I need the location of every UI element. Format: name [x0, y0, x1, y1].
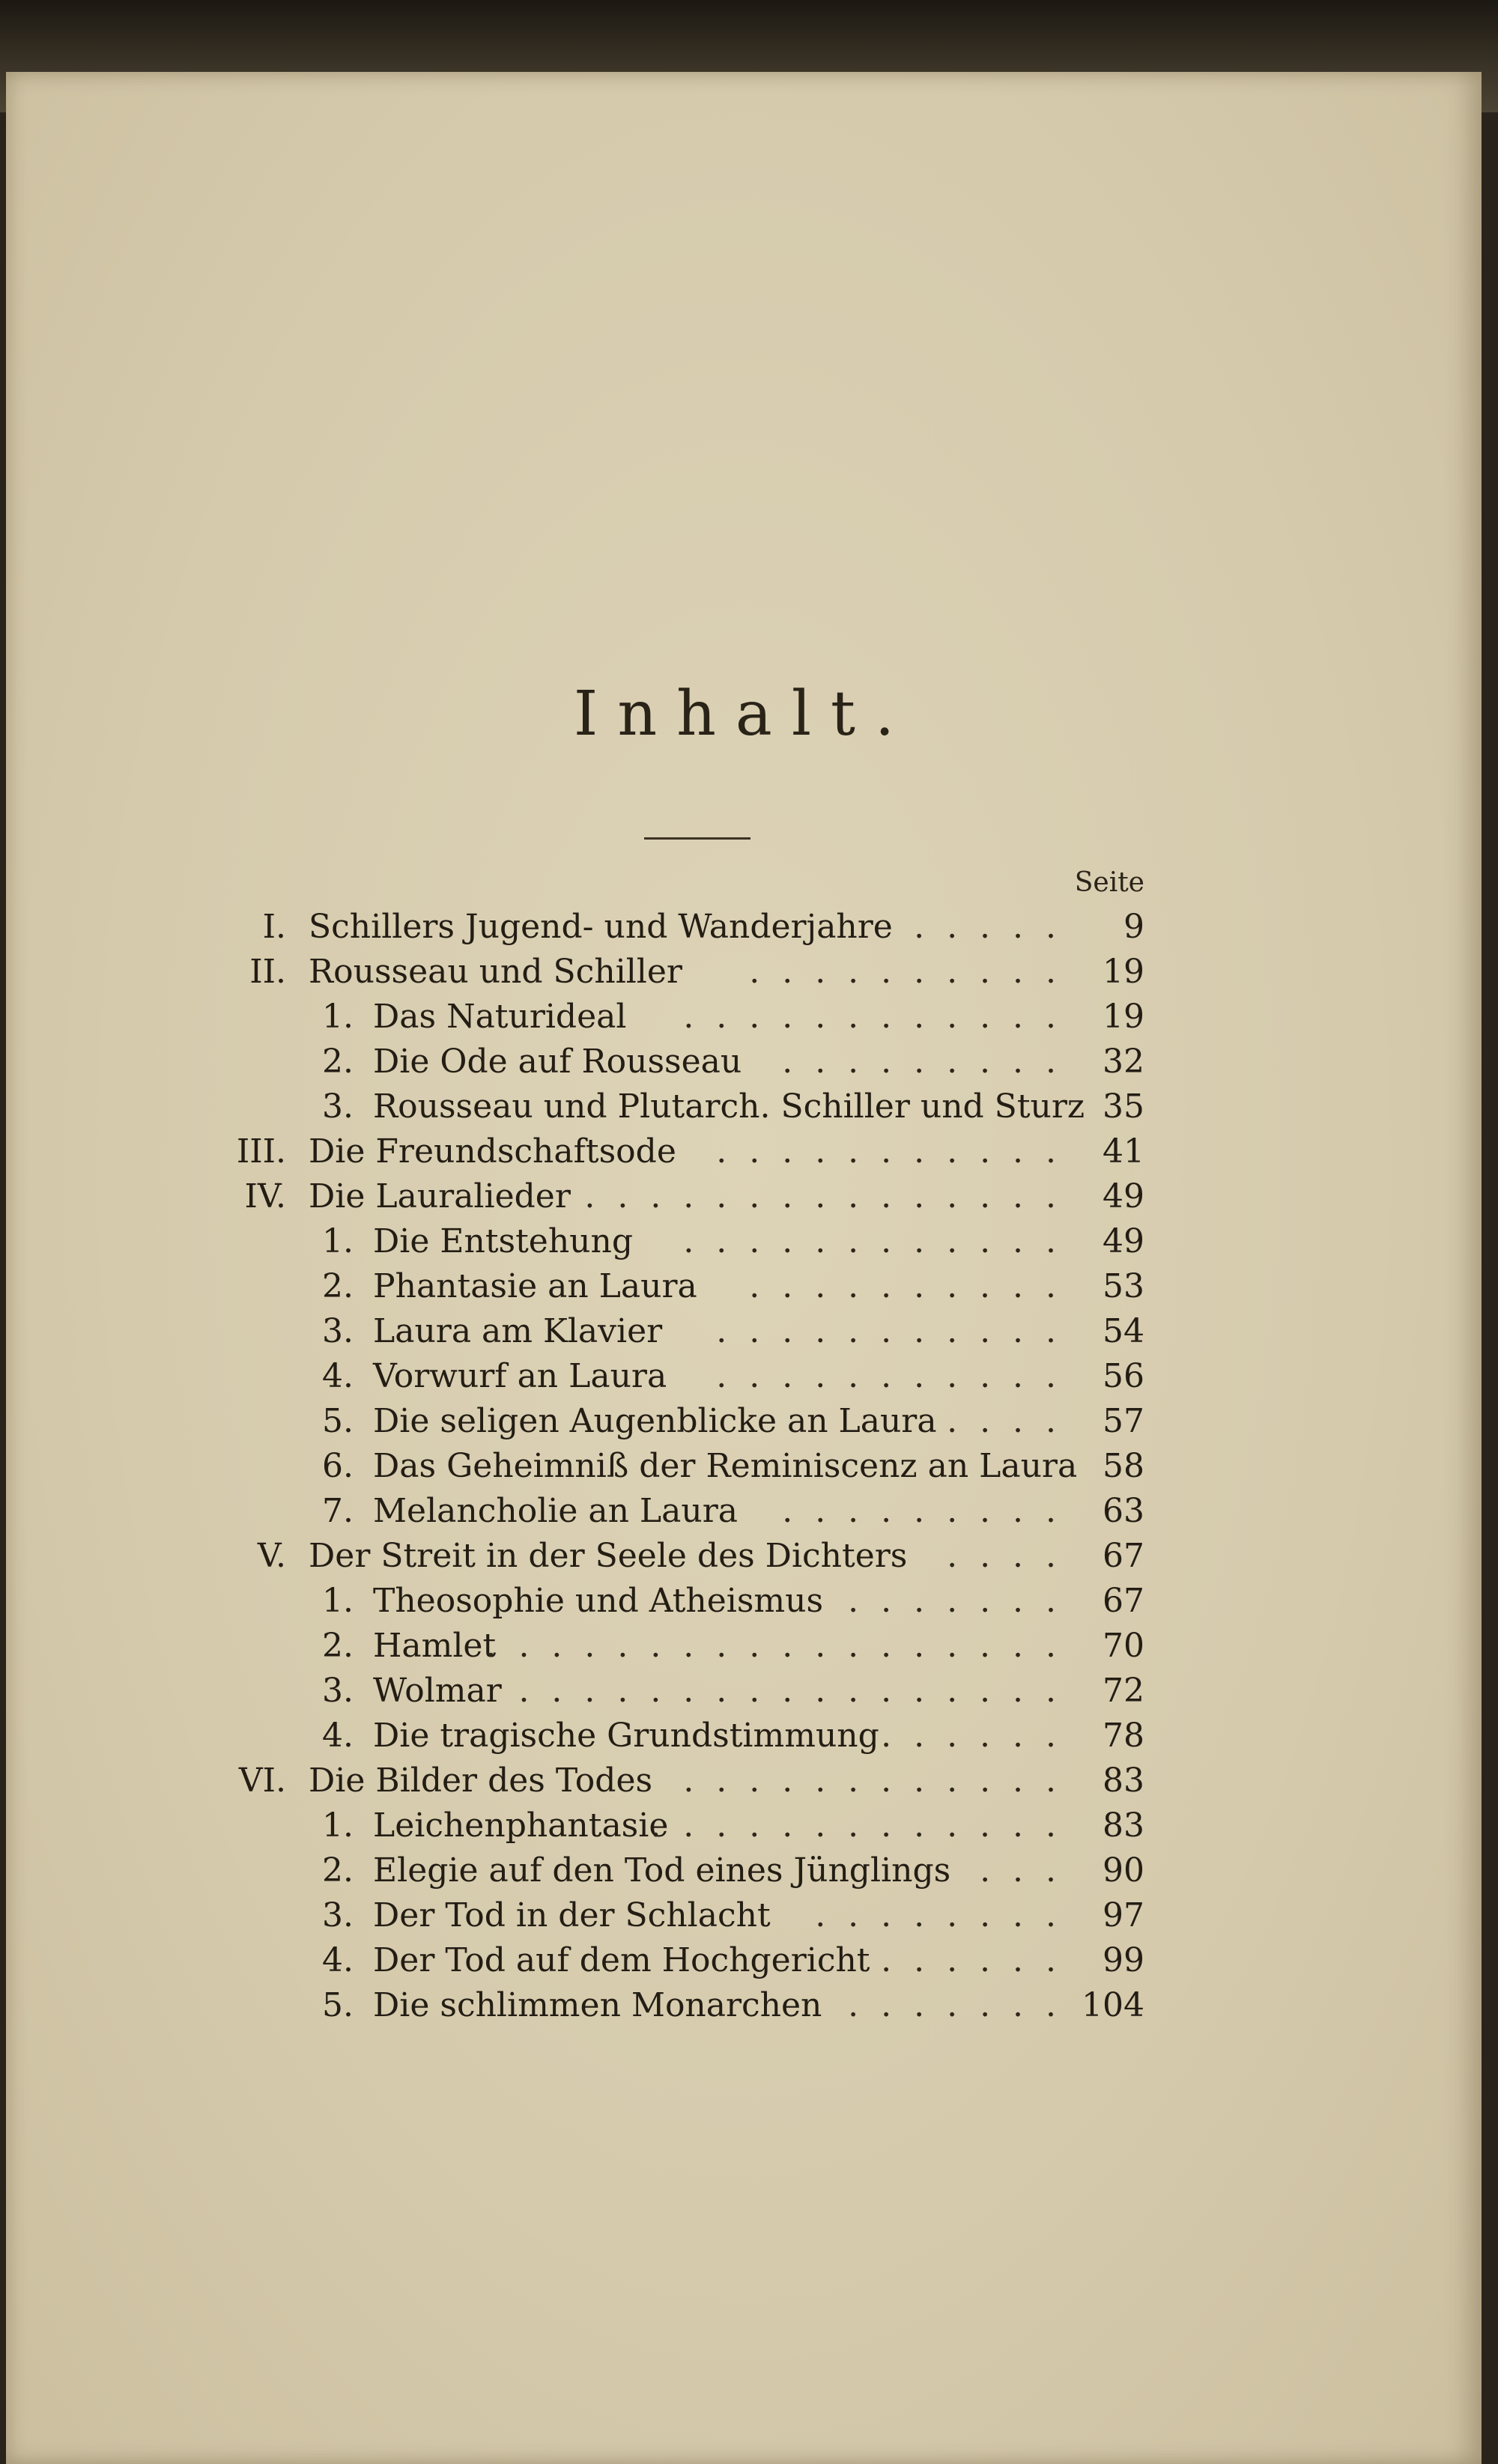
toc-page-number: 99 [1103, 1941, 1144, 1979]
toc-page-number: 57 [1103, 1402, 1144, 1440]
toc-leader-dots: . . . . . . . . . . . [716, 1357, 1062, 1395]
toc-leader-dots: . . . . . . . . . [782, 1043, 1062, 1081]
toc-page-number: 83 [1103, 1761, 1144, 1800]
toc-entry-number: 3. [322, 1087, 354, 1126]
book-page [6, 72, 1482, 2464]
toc-entry-title: Der Tod in der Schlacht [373, 1896, 771, 1935]
toc-leader-dots: . . . . . . . . . . . . [683, 998, 1062, 1036]
toc-entry [6, 1848, 1482, 1893]
toc-page-number: 41 [1103, 1132, 1144, 1171]
toc-entry [6, 1399, 1482, 1444]
toc-entry [6, 905, 1482, 950]
toc-entry-title: Hamlet [373, 1627, 497, 1665]
toc-entry-number: VI. [238, 1761, 286, 1800]
toc-entry-number: IV. [244, 1177, 286, 1216]
toc-page-number: 54 [1103, 1312, 1144, 1350]
toc-entry [6, 1893, 1482, 1938]
toc-entry-title: Laura am Klavier [373, 1312, 663, 1350]
toc-leader-dots: . . . . . . . . . . [749, 953, 1062, 991]
toc-entry [6, 1219, 1482, 1264]
toc-entry-number: II. [249, 953, 286, 991]
toc-entry-number: 3. [322, 1312, 354, 1350]
toc-entry [6, 1983, 1482, 2028]
toc-entry [6, 1444, 1482, 1489]
toc-entry-number: V. [257, 1537, 286, 1575]
toc-leader-dots: . . . . . . . . . . . . . . . . . . [485, 1627, 1062, 1665]
toc-entry-title: Die Lauralieder [309, 1177, 571, 1216]
toc-entry-title: Die schlimmen Monarchen [373, 1986, 822, 2024]
toc-entry-title: Das Naturideal [373, 998, 627, 1036]
toc-leader-dots: . . . . . . . . . . . . . . . [584, 1177, 1062, 1216]
toc-entry [6, 1264, 1482, 1309]
toc-page-number: 58 [1103, 1447, 1144, 1485]
toc-leader-dots: . . . . . . [881, 1941, 1062, 1979]
toc-leader-dots: . . . . . . . . . . [749, 1267, 1062, 1305]
toc-entry-title: Die tragische Grundstimmung [373, 1717, 879, 1755]
toc-entry-title: Wolmar [373, 1672, 502, 1710]
toc-entry-number: 7. [322, 1492, 354, 1530]
toc-page-number: 49 [1103, 1222, 1144, 1260]
toc-page-number: 83 [1103, 1806, 1144, 1845]
toc-leader-dots: . . . . . . . . . [782, 1492, 1062, 1530]
toc-entry [6, 1759, 1482, 1803]
toc-page-number: 35 [1103, 1087, 1144, 1126]
toc-entry-number: I. [262, 908, 286, 946]
toc-page-number: 72 [1103, 1672, 1144, 1710]
toc-leader-dots: . . . . . [914, 908, 1062, 946]
toc-page-number: 32 [1103, 1043, 1144, 1081]
toc-entry [6, 1040, 1482, 1084]
toc-entry-number: 2. [322, 1627, 354, 1665]
toc-entry-number: 1. [322, 1806, 354, 1845]
toc-leader-dots: . . . . . . . [848, 1582, 1062, 1620]
toc-leader-dots: . . . . . . . [848, 1986, 1062, 2024]
toc-entry-number: 3. [322, 1672, 354, 1710]
toc-page-number: 19 [1103, 998, 1144, 1036]
toc-leader-dots: . . . . . . . . . . . . . [650, 1806, 1062, 1845]
toc-entry-title: Leichenphantasie [373, 1806, 669, 1845]
toc-entry-number: 4. [322, 1717, 354, 1755]
toc-entry-title: Die Entstehung [373, 1222, 633, 1260]
toc-entry-number: 5. [322, 1986, 354, 2024]
toc-leader-dots: . . . . . . [881, 1717, 1062, 1755]
toc-page-number: 53 [1103, 1267, 1144, 1305]
toc-entry [6, 1309, 1482, 1354]
toc-page-number: 19 [1103, 953, 1144, 991]
title-rule [644, 837, 750, 840]
toc-page-number: 9 [1124, 908, 1144, 946]
toc-entry-title: Theosophie und Atheismus [373, 1582, 824, 1620]
toc-entry-title: Die Bilder des Todes [309, 1761, 653, 1800]
toc-entry [6, 1354, 1482, 1399]
toc-leader-dots: . . . . . . . . . . . . [683, 1761, 1062, 1800]
toc-entry-number: 3. [322, 1896, 354, 1935]
toc-entry-number: 4. [322, 1941, 354, 1979]
toc-page-number: 70 [1103, 1627, 1144, 1665]
toc-entry-number: 2. [322, 1267, 354, 1305]
toc-entry [6, 950, 1482, 995]
toc-entry-number: III. [236, 1132, 286, 1171]
toc-page-number: 97 [1103, 1896, 1144, 1935]
toc-entry-title: Rousseau und Plutarch. Schiller und Sturz [373, 1087, 1085, 1126]
toc-entry-number: 4. [322, 1357, 354, 1395]
toc-entry-number: 1. [322, 1222, 354, 1260]
toc-leader-dots: . . . . . . . . . . . [716, 1312, 1062, 1350]
toc-entry [6, 1714, 1482, 1759]
toc-entry-number: 2. [322, 1851, 354, 1890]
toc-entry-title: Melancholie an Laura [373, 1492, 738, 1530]
toc-entry [6, 1129, 1482, 1174]
toc-entry [6, 1938, 1482, 1983]
toc-entry-number: 5. [322, 1402, 354, 1440]
toc-leader-dots: . . . . . . . . . . . [716, 1132, 1062, 1171]
toc-entry-title: Elegie auf den Tod eines Jünglings [373, 1851, 951, 1890]
toc-page-number: 67 [1103, 1582, 1144, 1620]
toc-entry-number: 1. [322, 1582, 354, 1620]
toc-entry-title: Phantasie an Laura [373, 1267, 697, 1305]
toc-page-number: 78 [1103, 1717, 1144, 1755]
toc-entry-title: Der Streit in der Seele des Dichters [309, 1537, 908, 1575]
toc-leader-dots: . . . . . . . . . . . . . . . . . [518, 1672, 1062, 1710]
page-title: Inhalt. [573, 679, 915, 750]
toc-entry-title: Die seligen Augenblicke an Laura [373, 1402, 937, 1440]
toc-entry-number: 6. [322, 1447, 354, 1485]
toc-entry-title: Schillers Jugend- und Wanderjahre [309, 908, 893, 946]
toc-page-number: 67 [1103, 1537, 1144, 1575]
toc-page-number: 56 [1103, 1357, 1144, 1395]
toc-entry [6, 1579, 1482, 1624]
toc-entry [6, 1084, 1482, 1129]
toc-page-number: 90 [1103, 1851, 1144, 1890]
toc-entry [6, 1803, 1482, 1848]
toc-entry [6, 995, 1482, 1040]
toc-entry-number: 2. [322, 1043, 354, 1081]
toc-entry [6, 1489, 1482, 1534]
toc-leader-dots: . . . . . . . . . . . . [683, 1222, 1062, 1260]
toc-page-number: 49 [1103, 1177, 1144, 1216]
toc-entry [6, 1624, 1482, 1669]
toc-entry-title: Der Tod auf dem Hochgericht [373, 1941, 870, 1979]
toc-entry-title: Das Geheimniß der Reminiscenz an Laura [373, 1447, 1078, 1485]
toc-entry-title: Die Ode auf Rousseau [373, 1043, 742, 1081]
toc-entry-number: 1. [322, 998, 354, 1036]
toc-leader-dots: . . . . [947, 1537, 1062, 1575]
toc-entry [6, 1534, 1482, 1579]
toc-entry [6, 1174, 1482, 1219]
toc-entry [6, 1669, 1482, 1714]
toc-leader-dots: . . . . . . . . [815, 1896, 1062, 1935]
toc-page-number: 63 [1103, 1492, 1144, 1530]
toc-entry-title: Die Freundschaftsode [309, 1132, 676, 1171]
toc-page-number: 104 [1082, 1986, 1144, 2024]
toc-leader-dots: . . . [980, 1851, 1062, 1890]
toc-entry-title: Vorwurf an Laura [373, 1357, 667, 1395]
seite-label: Seite [1074, 867, 1144, 898]
toc-entry-title: Rousseau und Schiller [309, 953, 682, 991]
toc-leader-dots: . . . . [947, 1402, 1062, 1440]
